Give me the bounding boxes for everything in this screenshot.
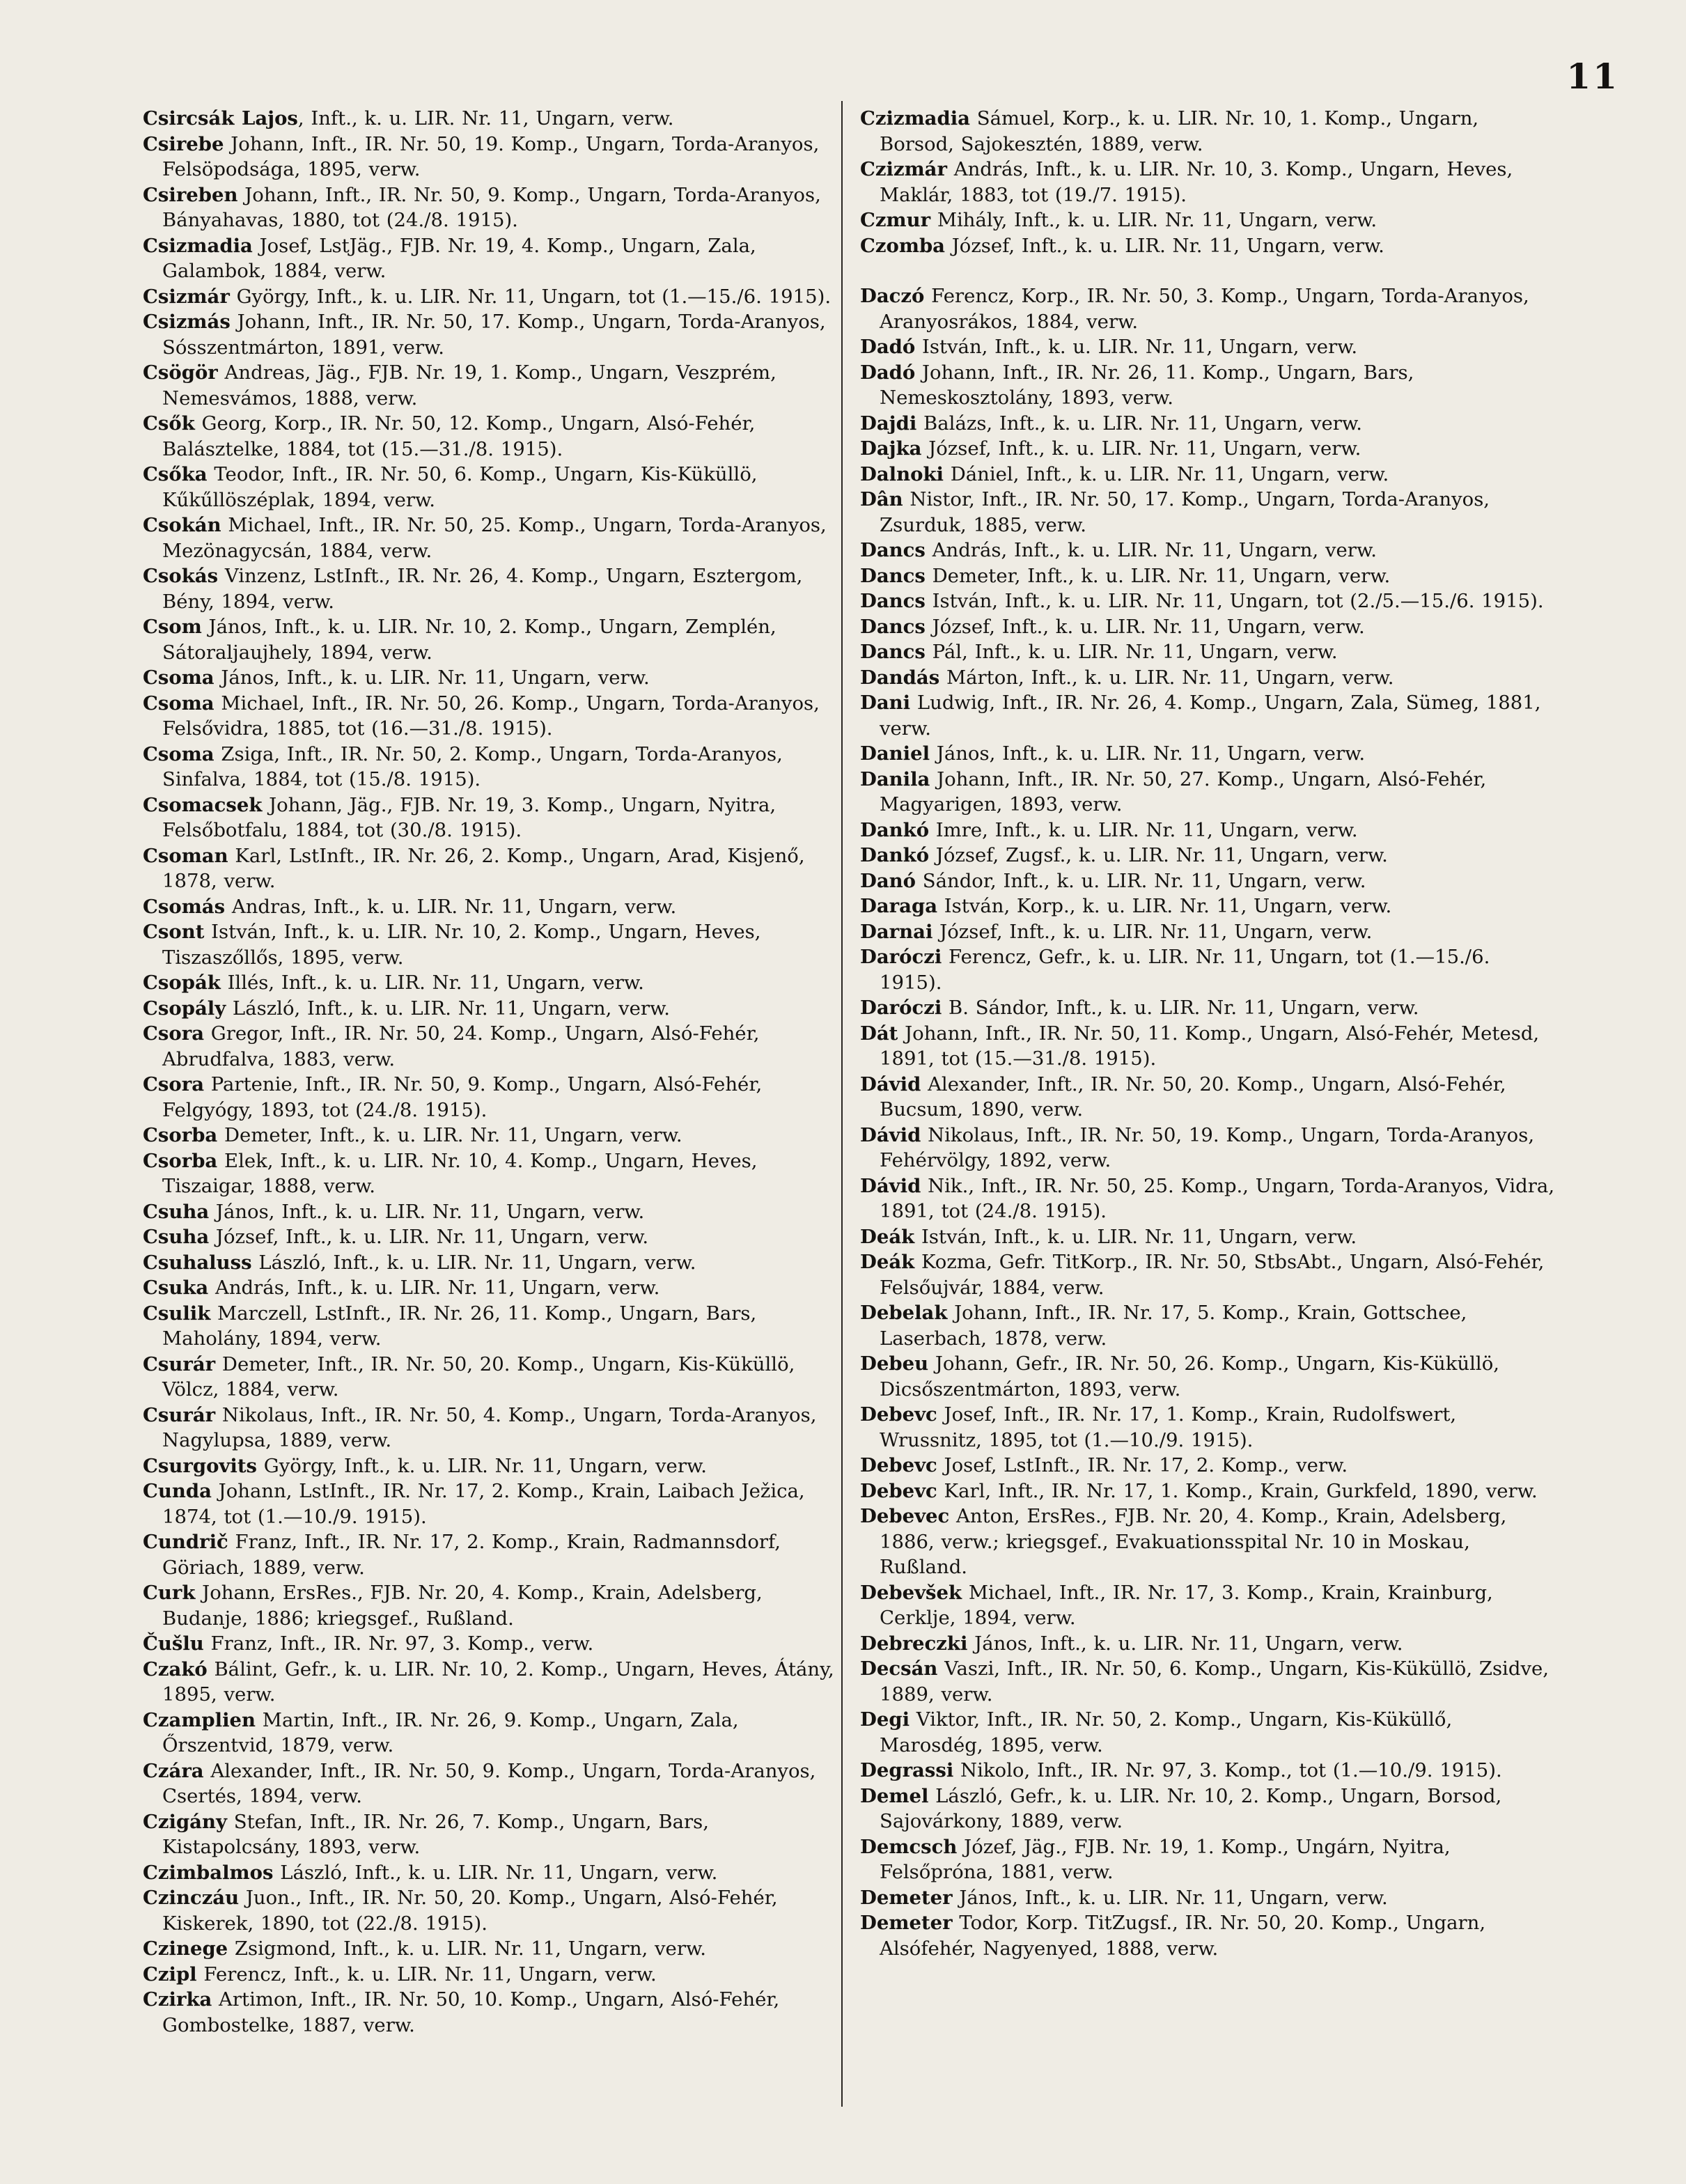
entry-details: Todor, Korp. TitZugsf., IR. Nr. 50, 20. Komp., Ungarn, Alsófehér, Nagyenyed, 1888, verw. — [880, 1912, 1486, 1960]
entry-surname: Csoma — [143, 692, 214, 715]
entry-surname: Czomba — [860, 234, 945, 257]
entry-details: Ferencz, Inft., k. u. LIR. Nr. 11, Ungarn, verw. — [196, 1963, 657, 1986]
entry-surname: Debreczki — [860, 1632, 968, 1655]
entry-surname: Csora — [143, 1073, 205, 1095]
roll-entry — [143, 1936, 839, 1962]
entry-surname: Czigány — [143, 1810, 227, 1833]
entry-surname: Csomás — [143, 895, 226, 918]
entry-surname: Dankó — [860, 818, 930, 841]
entry-details: István, Inft., k. u. LIR. Nr. 11, Ungarn, verw. — [914, 1225, 1357, 1248]
entry-details: Márton, Inft., k. u. LIR. Nr. 11, Ungarn, verw. — [939, 666, 1394, 689]
entry-surname: Dát — [860, 1022, 898, 1045]
roll-entry — [860, 1784, 1556, 1834]
entry-details: Pál, Inft., k. u. LIR. Nr. 11, Ungarn, verw. — [925, 641, 1338, 663]
entry-surname: Demeter — [860, 1886, 953, 1909]
entry-surname: Csircsák Lajos — [143, 107, 298, 130]
entry-details: László, Inft., k. u. LIR. Nr. 11, Ungarn, verw. — [273, 1861, 718, 1884]
entry-details: Johann, Inft., IR. Nr. 50, 9. Komp., Ungarn, Torda-Aranyos, Bányahavas, 1880, tot (24./8. 1915). — [162, 183, 821, 231]
entry-details: János, Inft., k. u. LIR. Nr. 11, Ungarn, verw. — [952, 1886, 1388, 1909]
left-column — [143, 106, 839, 2038]
entry-surname: Czmur — [860, 209, 931, 231]
roll-entry — [860, 818, 1556, 843]
roll-entry — [860, 1072, 1556, 1123]
entry-details: Johann, Inft., IR. Nr. 50, 17. Komp., Ungarn, Torda-Aranyos, Sósszentmárton, 1891, verw. — [162, 311, 826, 359]
roll-entry — [143, 1708, 839, 1758]
entry-details: József, Inft., k. u. LIR. Nr. 11, Ungarn, verw. — [921, 437, 1361, 460]
entry-details: Josef, Inft., IR. Nr. 17, 1. Komp., Krain, Rudolfswert, Wrussnitz, 1895, tot (1.—10./9. 1915). — [880, 1403, 1457, 1451]
entry-surname: Decsán — [860, 1658, 938, 1680]
roll-entry — [143, 970, 839, 996]
entry-details: László, Inft., k. u. LIR. Nr. 11, Ungarn, verw. — [226, 997, 671, 1020]
entry-details: Johann, ErsRes., FJB. Nr. 20, 4. Komp., Krain, Adelsberg, Budanje, 1886; kriegsgef., Rußland. — [162, 1582, 763, 1630]
roll-entry — [860, 1631, 1556, 1657]
entry-surname: Dankó — [860, 844, 930, 866]
roll-entry — [860, 283, 1556, 334]
roll-entry — [860, 868, 1556, 894]
entry-details: Johann, Jäg., FJB. Nr. 19, 3. Komp., Ungarn, Nyitra, Felsőbotfalu, 1884, tot (30./8. 1915). — [162, 793, 776, 841]
entry-details: Franz, Inft., IR. Nr. 17, 2. Komp., Krain, Radmannsdorf, Göriach, 1889, verw. — [162, 1531, 781, 1579]
right-column — [860, 106, 1556, 1961]
entry-details: Ferencz, Korp., IR. Nr. 50, 3. Komp., Ungarn, Torda-Aranyos, Aranyosrákos, 1884, verw. — [880, 285, 1529, 333]
entry-surname: Dancs — [860, 615, 926, 638]
roll-entry — [860, 1249, 1556, 1300]
entry-details: András, Inft., k. u. LIR. Nr. 11, Ungarn, verw. — [925, 539, 1377, 561]
roll-entry — [143, 284, 839, 310]
entry-details: László, Gefr., k. u. LIR. Nr. 10, 2. Komp., Ungarn, Borsod, Sajovárkony, 1889, verw. — [880, 1784, 1502, 1832]
roll-entry — [143, 1529, 839, 1580]
roll-entry — [860, 360, 1556, 411]
roll-entry — [860, 639, 1556, 665]
roll-entry — [860, 462, 1556, 488]
entry-surname: Degrassi — [860, 1759, 954, 1781]
roll-entry — [860, 1479, 1556, 1504]
entry-details: Andreas, Jäg., FJB. Nr. 19, 1. Komp., Ungarn, Veszprém, Nemesvámos, 1888, verw. — [162, 361, 776, 410]
roll-entry — [860, 1910, 1556, 1961]
entry-surname: Csopák — [143, 972, 221, 994]
entry-details: Imre, Inft., k. u. LIR. Nr. 11, Ungarn, verw. — [929, 818, 1358, 841]
entry-surname: Csom — [143, 616, 202, 638]
roll-entry — [860, 1707, 1556, 1758]
roll-entry — [860, 1580, 1556, 1631]
roll-entry — [860, 1224, 1556, 1250]
entry-surname: Demcsch — [860, 1835, 958, 1858]
roll-entry — [143, 132, 839, 182]
entry-details: György, Inft., k. u. LIR. Nr. 11, Ungarn, verw. — [257, 1454, 707, 1477]
roll-entry — [143, 233, 839, 284]
roll-entry — [860, 334, 1556, 360]
entry-details: Illés, Inft., k. u. LIR. Nr. 11, Ungarn, verw. — [220, 972, 644, 994]
entry-surname: Czakó — [143, 1658, 208, 1680]
roll-entry — [860, 1758, 1556, 1784]
entry-details: Elek, Inft., k. u. LIR. Nr. 10, 4. Komp., Ungarn, Heves, Tiszaigar, 1888, verw. — [162, 1149, 758, 1197]
roll-entry — [143, 182, 839, 233]
entry-surname: Csizmadia — [143, 234, 253, 257]
entry-details: Demeter, Inft., k. u. LIR. Nr. 11, Ungarn, verw. — [925, 564, 1391, 587]
entry-surname: Deák — [860, 1225, 915, 1248]
entry-details: Josef, LstInft., IR. Nr. 17, 2. Komp., verw. — [937, 1454, 1348, 1476]
roll-entry — [860, 690, 1556, 741]
entry-details: András, Inft., k. u. LIR. Nr. 10, 3. Komp., Ungarn, Heves, Maklár, 1883, tot (19./7. 1915). — [880, 158, 1513, 206]
roll-entry — [143, 1021, 839, 1072]
entry-details: József, Inft., k. u. LIR. Nr. 11, Ungarn, verw. — [209, 1226, 649, 1248]
entry-details: Nikolaus, Inft., IR. Nr. 50, 4. Komp., Ungarn, Torda-Aranyos, Nagylupsa, 1889, verw. — [162, 1403, 817, 1451]
entry-details: Juon., Inft., IR. Nr. 50, 20. Komp., Ungarn, Alsó-Fehér, Kiskerek, 1890, tot (22./8. 1915). — [162, 1887, 778, 1935]
roll-entry — [143, 843, 839, 894]
entry-details: András, Inft., k. u. LIR. Nr. 11, Ungarn, verw. — [208, 1277, 660, 1299]
entry-details: Ludwig, Inft., IR. Nr. 26, 4. Komp., Ungarn, Zala, Sümeg, 1881, verw. — [880, 692, 1541, 740]
entry-details: Bálint, Gefr., k. u. LIR. Nr. 10, 2. Komp., Ungarn, Heves, Átány, 1895, verw. — [162, 1658, 834, 1706]
entry-details: Kozma, Gefr. TitKorp., IR. Nr. 50, StbsAbt., Ungarn, Alsó-Fehér, Felsőujvár, 1884, verw. — [880, 1251, 1545, 1299]
page-number: 11 — [1566, 56, 1619, 97]
roll-entry — [143, 1809, 839, 1860]
entry-surname: Csorba — [143, 1124, 218, 1146]
roll-entry — [860, 563, 1556, 589]
entry-surname: Csizmás — [143, 311, 231, 333]
entry-details: Georg, Korp., IR. Nr. 50, 12. Komp., Ungarn, Alsó-Fehér, Balásztelke, 1884, tot (15.—31./8. 1915). — [162, 412, 756, 460]
entry-details: Viktor, Inft., IR. Nr. 50, 2. Komp., Ungarn, Kis-Küküllő, Marosdég, 1895, verw. — [880, 1708, 1453, 1756]
entry-surname: Csuhaluss — [143, 1251, 252, 1274]
entry-details: Ferencz, Gefr., k. u. LIR. Nr. 11, Ungarn, tot (1.—15./6. 1915). — [880, 946, 1490, 994]
entry-surname: Degi — [860, 1708, 910, 1731]
roll-entry — [143, 563, 839, 614]
roll-entry — [143, 1962, 839, 1988]
entry-details: János, Inft., k. u. LIR. Nr. 11, Ungarn, verw. — [930, 742, 1366, 765]
entry-details: Johann, Inft., IR. Nr. 26, 11. Komp., Ungarn, Bars, Nemeskosztolány, 1893, verw. — [880, 361, 1414, 409]
roll-entry — [860, 487, 1556, 538]
roll-entry — [143, 996, 839, 1022]
roll-entry — [143, 462, 839, 513]
entry-surname: Csora — [143, 1022, 205, 1045]
entry-details: Stefan, Inft., IR. Nr. 26, 7. Komp., Ungarn, Bars, Kistapolcsány, 1893, verw. — [162, 1810, 709, 1858]
entry-surname: Dani — [860, 692, 911, 714]
entry-details: Sándor, Inft., k. u. LIR. Nr. 11, Ungarn, verw. — [916, 869, 1366, 892]
entry-surname: Deák — [860, 1251, 915, 1273]
roll-entry — [143, 309, 839, 360]
roll-entry — [860, 665, 1556, 691]
entry-details: B. Sándor, Inft., k. u. LIR. Nr. 11, Ungarn, verw. — [942, 997, 1419, 1019]
entry-surname: Curk — [143, 1582, 196, 1604]
roll-entry — [860, 1300, 1556, 1351]
entry-details: Zsigmond, Inft., k. u. LIR. Nr. 11, Ungarn, verw. — [228, 1937, 706, 1960]
entry-surname: Csők — [143, 412, 195, 435]
entry-surname: Debevc — [860, 1403, 937, 1426]
entry-surname: Czizmár — [860, 158, 947, 180]
roll-entry — [143, 1860, 839, 1886]
entry-details: Gregor, Inft., IR. Nr. 50, 24. Komp., Ungarn, Alsó-Fehér, Abrudfalva, 1883, verw. — [162, 1022, 760, 1070]
entry-surname: Csireben — [143, 183, 238, 206]
entry-surname: Cunda — [143, 1480, 212, 1502]
entry-surname: Csögör — [143, 361, 218, 384]
entry-surname: Csizmár — [143, 285, 230, 308]
entry-surname: Dajdi — [860, 412, 917, 435]
entry-surname: Csoma — [143, 742, 214, 765]
entry-details: Demeter, Inft., IR. Nr. 50, 20. Komp., Ungarn, Kis-Küküllö, Völcz, 1884, verw. — [162, 1352, 795, 1401]
entry-surname: Csulik — [143, 1302, 211, 1325]
entry-surname: Dancs — [860, 641, 926, 663]
entry-surname: Csokán — [143, 514, 221, 536]
entry-surname: Csurár — [143, 1352, 216, 1375]
entry-details: Nistor, Inft., IR. Nr. 50, 17. Komp., Ungarn, Torda-Aranyos, Zsurduk, 1885, verw. — [880, 488, 1490, 536]
roll-entry — [143, 1580, 839, 1631]
entry-surname: Csopály — [143, 997, 226, 1020]
column-divider — [841, 101, 843, 2107]
entry-details: Josef, LstJäg., FJB. Nr. 19, 4. Komp., Ungarn, Zala, Galambok, 1884, verw. — [162, 234, 756, 282]
entry-details: Vinzenz, LstInft., IR. Nr. 26, 4. Komp., Ungarn, Esztergom, Bény, 1894, verw. — [162, 565, 803, 613]
entry-details: István, Inft., k. u. LIR. Nr. 11, Ungarn, verw. — [915, 336, 1358, 358]
entry-details: János, Inft., k. u. LIR. Nr. 11, Ungarn, verw. — [214, 666, 650, 689]
roll-entry — [860, 1885, 1556, 1911]
entry-surname: Dancs — [860, 539, 926, 561]
roll-entry — [143, 106, 839, 132]
entry-surname: Daniel — [860, 742, 930, 765]
entry-details: Johann, Gefr., IR. Nr. 50, 26. Komp., Ungarn, Kis-Küküllö, Dicsőszentmárton, 1893, verw. — [880, 1352, 1500, 1401]
entry-surname: Dancs — [860, 590, 926, 612]
roll-entry — [143, 1123, 839, 1148]
entry-surname: Debevc — [860, 1479, 937, 1502]
entry-surname: Daraga — [860, 895, 938, 917]
roll-entry — [860, 995, 1556, 1021]
entry-details: Karl, LstInft., IR. Nr. 26, 2. Komp., Ungarn, Arad, Kisjenő, 1878, verw. — [162, 844, 805, 892]
roll-entry — [860, 106, 1556, 157]
entry-surname: Dancs — [860, 564, 926, 587]
roll-entry — [143, 1352, 839, 1403]
entry-surname: Csuha — [143, 1200, 210, 1223]
roll-entry — [860, 1021, 1556, 1072]
roll-entry — [860, 1453, 1556, 1479]
entry-surname: Czirka — [143, 1988, 212, 2011]
roll-entry — [860, 944, 1556, 995]
entry-details: Teodor, Inft., IR. Nr. 50, 6. Komp., Ungarn, Kis-Küküllö, Kűkűllöszéplak, 1894, verw. — [162, 463, 758, 511]
entry-surname: Czamplien — [143, 1708, 256, 1731]
roll-entry — [143, 1275, 839, 1301]
entry-details: Dániel, Inft., k. u. LIR. Nr. 11, Ungarn, verw. — [943, 462, 1389, 485]
roll-entry — [860, 233, 1556, 259]
entry-details: József, Inft., k. u. LIR. Nr. 11, Ungarn, verw. — [932, 920, 1373, 943]
entry-details: István, Inft., k. u. LIR. Nr. 10, 2. Komp., Ungarn, Heves, Tiszaszőllős, 1895, verw. — [162, 921, 761, 969]
roll-entry — [860, 411, 1556, 437]
roll-entry — [143, 513, 839, 563]
roll-entry — [860, 919, 1556, 945]
entry-surname: Daróczi — [860, 997, 942, 1019]
roll-entry — [143, 360, 839, 411]
entry-details: Karl, Inft., IR. Nr. 17, 1. Komp., Krain, Gurkfeld, 1890, verw. — [937, 1479, 1538, 1502]
entry-surname: Csorba — [143, 1149, 218, 1172]
roll-entry — [143, 691, 839, 742]
entry-details: György, Inft., k. u. LIR. Nr. 11, Ungarn, tot (1.—15./6. 1915). — [229, 285, 832, 308]
entry-details: József, Zugsf., k. u. LIR. Nr. 11, Ungarn, verw. — [929, 844, 1388, 866]
roll-entry — [143, 1250, 839, 1276]
entry-details: Demeter, Inft., k. u. LIR. Nr. 11, Ungarn, verw. — [217, 1124, 682, 1146]
entry-details: Artimon, Inft., IR. Nr. 50, 10. Komp., Ungarn, Alsó-Fehér, Gombostelke, 1887, verw. — [162, 1988, 780, 2036]
entry-surname: Demeter — [860, 1912, 953, 1934]
entry-surname: Csuka — [143, 1277, 209, 1299]
roll-entry — [860, 843, 1556, 868]
entry-surname: Dalnoki — [860, 462, 944, 485]
entry-surname: Daczó — [860, 285, 925, 307]
entry-surname: Dávid — [860, 1123, 921, 1146]
roll-entry — [143, 1148, 839, 1199]
entry-details: Johann, Inft., IR. Nr. 50, 19. Komp., Ungarn, Torda-Aranyos, Felsöpodsága, 1895, verw. — [162, 132, 820, 180]
roll-entry — [143, 1072, 839, 1123]
entry-surname: Danó — [860, 869, 916, 892]
roll-entry — [860, 157, 1556, 208]
roll-entry — [143, 614, 839, 665]
entry-surname: Darnai — [860, 920, 933, 943]
roll-entry — [143, 1224, 839, 1250]
entry-details: István, Inft., k. u. LIR. Nr. 11, Ungarn, tot (2./5.—15./6. 1915). — [925, 590, 1544, 612]
entry-details: József, Inft., k. u. LIR. Nr. 11, Ungarn, verw. — [925, 615, 1365, 638]
entry-details: József, Inft., k. u. LIR. Nr. 11, Ungarn, verw. — [945, 234, 1384, 257]
roll-entry — [143, 894, 839, 920]
entry-surname: Daróczi — [860, 946, 942, 968]
roll-entry — [143, 1301, 839, 1352]
entry-surname: Cundrič — [143, 1531, 228, 1553]
entry-surname: Debelak — [860, 1302, 948, 1324]
entry-details: János, Inft., k. u. LIR. Nr. 11, Ungarn, verw. — [209, 1200, 645, 1223]
roll-entry — [860, 1351, 1556, 1402]
entry-details: Zsiga, Inft., IR. Nr. 50, 2. Komp., Ungarn, Torda-Aranyos, Sinfalva, 1884, tot (15./8. 1915). — [162, 742, 783, 790]
entry-details: Johann, LstInft., IR. Nr. 17, 2. Komp., Krain, Laibach Ježica, 1874, tot (1.—10./9. 1915). — [162, 1480, 805, 1528]
roll-entry — [860, 588, 1556, 614]
roll-entry — [143, 1987, 839, 2038]
entry-surname: Debeu — [860, 1352, 929, 1375]
entry-surname: Dadó — [860, 336, 916, 358]
section-gap — [860, 258, 1556, 283]
entry-surname: Dandás — [860, 666, 940, 689]
roll-entry — [143, 1199, 839, 1225]
entry-details: Nik., Inft., IR. Nr. 50, 25. Komp., Ungarn, Torda-Aranyos, Vidra, 1891, tot (24./8. 1915). — [880, 1174, 1555, 1222]
entry-surname: Debevc — [860, 1454, 937, 1476]
entry-details: János, Inft., k. u. LIR. Nr. 11, Ungarn, verw. — [967, 1632, 1403, 1655]
entry-details: Alexander, Inft., IR. Nr. 50, 20. Komp., Ungarn, Alsó-Fehér, Bucsum, 1890, verw. — [880, 1072, 1506, 1121]
entry-details: Alexander, Inft., IR. Nr. 50, 9. Komp., Ungarn, Torda-Aranyos, Csertés, 1894, verw. — [162, 1759, 816, 1807]
roll-entry — [143, 1657, 839, 1708]
entry-details: Franz, Inft., IR. Nr. 97, 3. Komp., verw. — [203, 1632, 594, 1655]
entry-surname: Debevec — [860, 1505, 950, 1527]
entry-surname: Dávid — [860, 1174, 921, 1197]
entry-details: Nikolaus, Inft., IR. Nr. 50, 19. Komp., Ungarn, Torda-Aranyos, Fehérvölgy, 1892, verw. — [880, 1123, 1535, 1171]
entry-details: Michael, Inft., IR. Nr. 50, 25. Komp., Ungarn, Torda-Aranyos, Mezönagycsán, 1884, verw. — [162, 514, 827, 562]
entry-surname: Csoma — [143, 666, 214, 689]
entry-surname: Dávid — [860, 1072, 921, 1095]
entry-surname: Czipl — [143, 1963, 197, 1986]
roll-entry — [860, 1504, 1556, 1580]
entry-details: Anton, ErsRes., FJB. Nr. 20, 4. Komp., Krain, Adelsberg, 1886, verw.; kriegsgef., Evakuationsspital Nr. 10 in Moskau, Rußland. — [880, 1505, 1507, 1578]
entry-surname: Danila — [860, 767, 930, 790]
entry-surname: Csurgovits — [143, 1454, 258, 1477]
roll-entry — [143, 1885, 839, 1936]
roll-entry — [860, 1123, 1556, 1173]
entry-details: Marczell, LstInft., IR. Nr. 26, 11. Komp., Ungarn, Bars, Maholány, 1894, verw. — [162, 1302, 757, 1350]
roll-entry — [143, 793, 839, 843]
entry-surname: Czimbalmos — [143, 1861, 274, 1884]
entry-surname: Dajka — [860, 437, 922, 460]
roll-entry — [860, 538, 1556, 563]
entry-surname: Csirebe — [143, 132, 224, 155]
roll-entry — [143, 1403, 839, 1453]
roll-entry — [860, 1656, 1556, 1707]
entry-surname: Debevšek — [860, 1581, 962, 1604]
roll-entry — [860, 894, 1556, 919]
entry-surname: Czinege — [143, 1937, 228, 1960]
entry-details: Johann, Inft., IR. Nr. 50, 11. Komp., Ungarn, Alsó-Fehér, Metesd, 1891, tot (15.—31./8. 1915). — [880, 1022, 1540, 1070]
roll-entry — [860, 614, 1556, 640]
entry-surname: Csőka — [143, 463, 208, 485]
entry-details: Nikolo, Inft., IR. Nr. 97, 3. Komp., tot (1.—10./9. 1915). — [953, 1759, 1502, 1781]
roll-entry — [143, 1453, 839, 1479]
roll-entry — [860, 741, 1556, 767]
entry-details: János, Inft., k. u. LIR. Nr. 10, 2. Komp., Ungarn, Zemplén, Sátoraljaujhely, 1894, verw. — [162, 616, 776, 664]
entry-details: Johann, Inft., IR. Nr. 17, 5. Komp., Krain, Gottschee, Laserbach, 1878, verw. — [880, 1302, 1467, 1350]
roll-entry — [143, 742, 839, 793]
entry-surname: Csomacsek — [143, 793, 263, 816]
entry-details: László, Inft., k. u. LIR. Nr. 11, Ungarn, verw. — [251, 1251, 696, 1274]
entry-details: Andras, Inft., k. u. LIR. Nr. 11, Ungarn, verw. — [225, 895, 677, 918]
entry-surname: Csoman — [143, 844, 228, 867]
entry-details: , Inft., k. u. LIR. Nr. 11, Ungarn, verw. — [297, 107, 674, 130]
entry-details: István, Korp., k. u. LIR. Nr. 11, Ungarn, verw. — [937, 895, 1392, 917]
entry-details: Mihály, Inft., k. u. LIR. Nr. 11, Ungarn, verw. — [930, 209, 1377, 231]
roll-entry — [143, 1758, 839, 1809]
roll-entry — [143, 1631, 839, 1657]
entry-surname: Dadó — [860, 361, 916, 384]
entry-surname: Csokás — [143, 565, 219, 587]
entry-surname: Czinczáu — [143, 1887, 240, 1909]
entry-surname: Demel — [860, 1784, 929, 1807]
entry-details: Partenie, Inft., IR. Nr. 50, 9. Komp., Ungarn, Alsó-Fehér, Felgyógy, 1893, tot (24./8. 1915). — [162, 1073, 763, 1121]
entry-details: Michael, Inft., IR. Nr. 50, 26. Komp., Ungarn, Torda-Aranyos, Felsővidra, 1885, tot (16.—31./8. 1915). — [162, 692, 820, 740]
roll-entry — [860, 1173, 1556, 1224]
entry-surname: Czára — [143, 1759, 204, 1782]
entry-surname: Dân — [860, 488, 903, 510]
entry-details: Martin, Inft., IR. Nr. 26, 9. Komp., Ungarn, Zala, Őrszentvid, 1879, verw. — [162, 1708, 739, 1756]
entry-details: Balázs, Inft., k. u. LIR. Nr. 11, Ungarn, verw. — [916, 412, 1362, 435]
roll-entry — [143, 919, 839, 970]
entry-surname: Csont — [143, 921, 205, 943]
entry-surname: Csuha — [143, 1226, 210, 1248]
roll-entry — [860, 208, 1556, 233]
roll-entry — [860, 1834, 1556, 1885]
entry-surname: Čušlu — [143, 1632, 204, 1655]
roll-entry — [860, 436, 1556, 462]
entry-details: Sámuel, Korp., k. u. LIR. Nr. 10, 1. Komp., Ungarn, Borsod, Sajokesztén, 1889, verw. — [880, 107, 1479, 155]
entry-surname: Csurár — [143, 1403, 216, 1426]
roll-entry — [860, 1402, 1556, 1453]
entry-details: Michael, Inft., IR. Nr. 17, 3. Komp., Krain, Krainburg, Cerklje, 1894, verw. — [880, 1581, 1493, 1629]
entry-details: Józef, Jäg., FJB. Nr. 19, 1. Komp., Ungárn, Nyitra, Felsőpróna, 1881, verw. — [880, 1835, 1451, 1883]
entry-surname: Czizmadia — [860, 107, 970, 130]
roll-entry — [143, 665, 839, 691]
roll-entry — [860, 767, 1556, 818]
roll-entry — [143, 411, 839, 462]
entry-details: Vaszi, Inft., IR. Nr. 50, 6. Komp., Ungarn, Kis-Küküllö, Zsidve, 1889, verw. — [880, 1658, 1550, 1706]
roll-entry — [143, 1479, 839, 1529]
entry-details: Johann, Inft., IR. Nr. 50, 27. Komp., Ungarn, Alsó-Fehér, Magyarigen, 1893, verw. — [880, 767, 1487, 816]
